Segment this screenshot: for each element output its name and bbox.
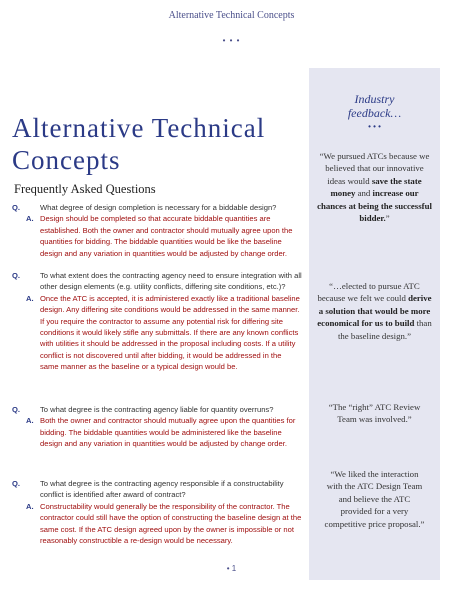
feedback-quote-4: “We liked the interaction with the ATC Design Team and believe the ATC provided for a very competitive price proposal.”: [324, 469, 425, 529]
quote-text: ”: [385, 213, 390, 224]
quote-text: “We pursued ATCs because we believed that our innovative ideas would: [319, 151, 430, 186]
faq-item: [12, 478, 302, 546]
answer-label: A.: [26, 214, 34, 224]
feedback-quote-3: “The “right” ATC Review Team was involved.”: [328, 402, 421, 425]
answer: [12, 293, 302, 373]
question-text: What degree of design completion is necessary for a biddable design?: [40, 203, 277, 212]
title-line-1: Alternative Technical: [12, 113, 266, 143]
feedback-quote-2: [317, 280, 432, 342]
feedback-quote-1: [317, 150, 432, 224]
page-number: • 1: [226, 564, 237, 573]
answer-text: Design should be completed so that accurate biddable quantities are established. Both the owner and contractor should mutually agree upon the quantities for bidding. The biddable quantities would be like the baseline design and any variation in quantities would be adjusted by change order.: [40, 214, 293, 258]
faq-item: [12, 270, 302, 373]
question-label: Q.: [12, 271, 21, 280]
question-label: Q.: [12, 203, 21, 212]
question-label: Q.: [12, 405, 21, 414]
answer-text: Once the ATC is accepted, it is administered exactly like a traditional baseline design. Any differing site conditions would be addressed in the same manner. If you require the contractor to assume any potential risk for differing site conditions it would likely stifle any submittals. If there are any known conflicts with utilities it should be addressed in the proposal including costs. If a utility conflict is not discovered until after bidding, it would be addressed in the same manner as the baseline or a typical design would be.: [40, 293, 300, 372]
quote-text: than the baseline design.”: [337, 318, 432, 341]
answer-label: A.: [26, 293, 34, 303]
question: [12, 270, 302, 293]
quote-emphasis: increase our chances at being the successful bidder.: [317, 188, 432, 224]
answer-label: A.: [26, 501, 34, 511]
answer-label: A.: [26, 416, 34, 426]
page-title: [12, 112, 265, 176]
question: [12, 478, 302, 501]
question-text: To what degree is the contracting agency responsible if a constructability conflict is identified after award of contract?: [40, 479, 284, 500]
faq-item: [12, 202, 302, 259]
quote-text: “…elected to pursue ATC because we felt we could: [317, 281, 420, 304]
industry-feedback-sidebar: [309, 68, 440, 580]
page-subtitle: Frequently Asked Questions: [14, 182, 156, 196]
quote-emphasis: derive a solution that would be more economical for us to build: [317, 293, 432, 329]
question-text: To what extent does the contracting agency need to ensure integration with all other design elements (e.g. utility conflicts, differing site conditions, etc.)?: [40, 271, 302, 292]
faq-item: [12, 404, 302, 450]
running-header: Alternative Technical Concepts: [168, 10, 295, 21]
question: [12, 404, 302, 415]
title-line-2: Concepts: [12, 145, 121, 175]
answer: [12, 415, 302, 449]
sidebar-title: [309, 92, 440, 120]
quote-emphasis: save the state money: [330, 175, 422, 199]
answer-text: Constructability would generally be the responsibility of the contractor. The contractor could still have the option of constructing the baseline design at the same cost. If the ATC design agreed upon by the owner is impossible or not reasonably constructible a re-design would be necessary.: [40, 501, 302, 546]
question: [12, 202, 302, 213]
question-label: Q.: [12, 479, 21, 488]
answer: [12, 501, 302, 547]
answer-text: Both the owner and contractor should mutually agree upon the quantities for bidding. The biddable quantities would be administered like the baseline design and any variation in quantities would be adjusted by change order.: [40, 416, 296, 449]
question-text: To what degree is the contracting agency liable for quantity overruns?: [40, 405, 274, 414]
quote-text: and: [355, 188, 373, 199]
sidebar-ornament: • • •: [368, 122, 381, 131]
sidebar-title-line-1: Industry: [354, 92, 395, 106]
answer: [12, 213, 302, 259]
header-ornament: • • •: [222, 36, 241, 45]
sidebar-title-line-2: feedback…: [347, 106, 402, 120]
